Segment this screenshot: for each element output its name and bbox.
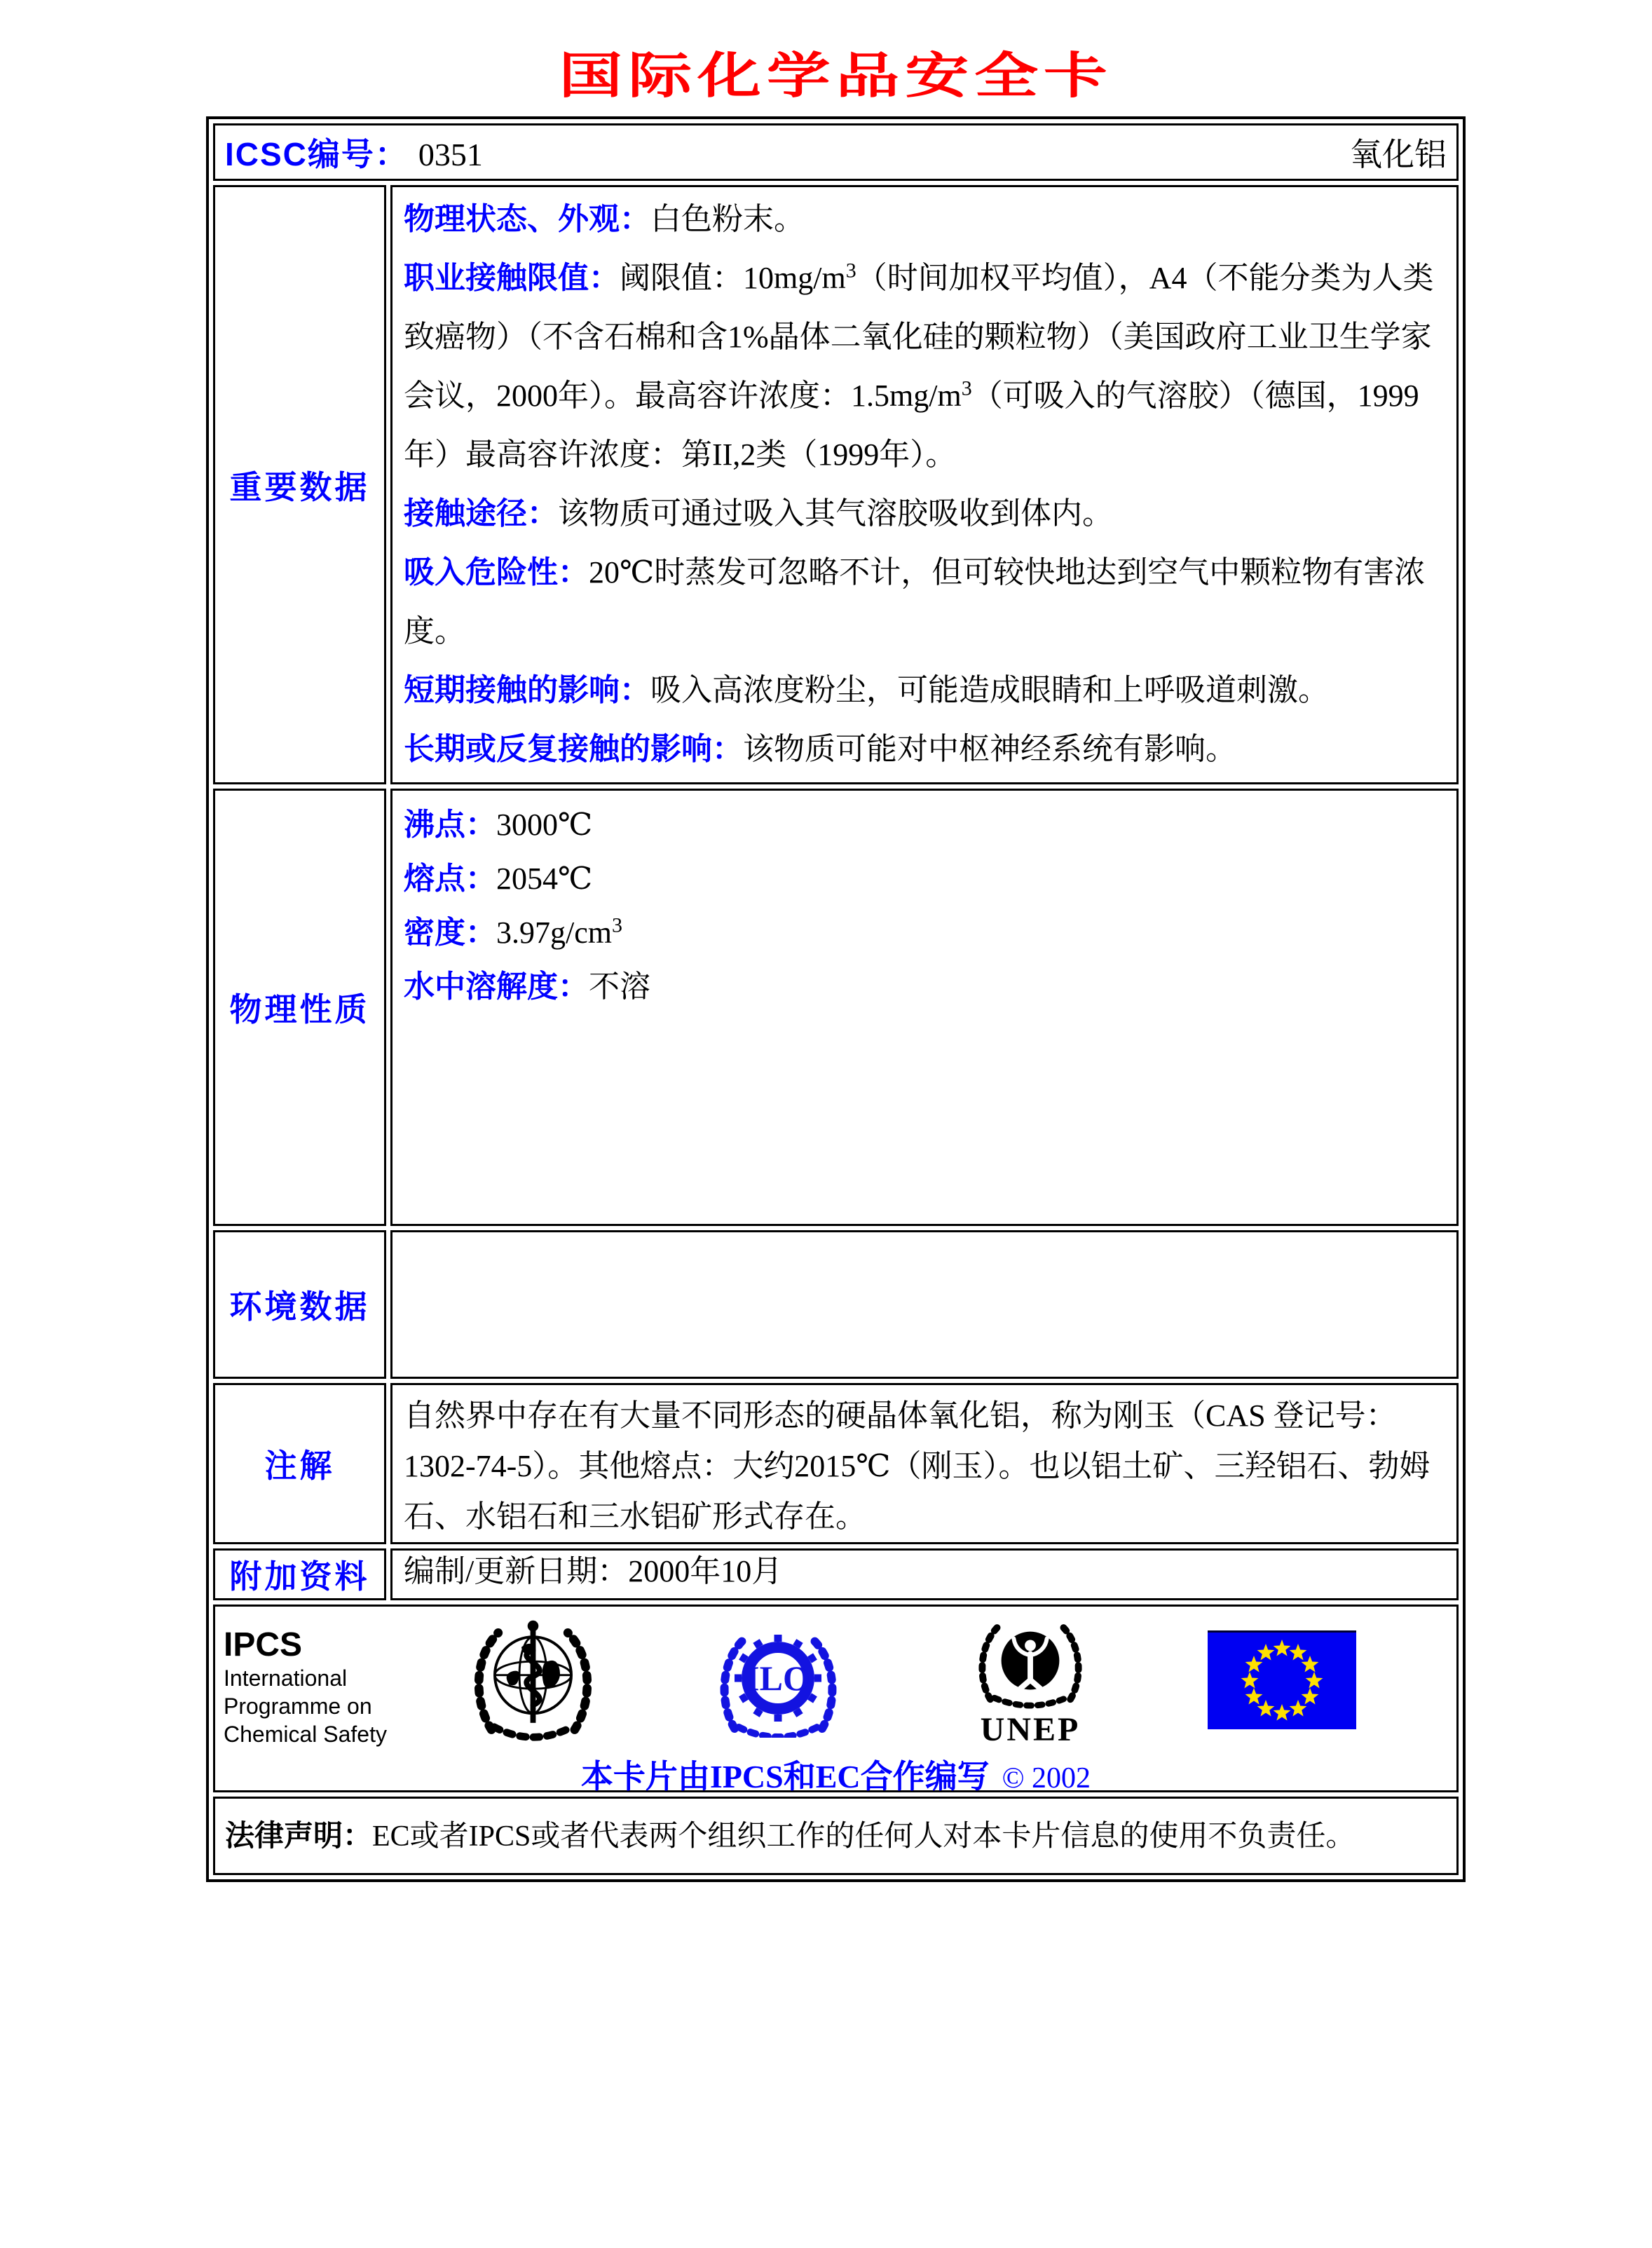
notes-row	[213, 1383, 1459, 1544]
ipcs-name-line: Programme on	[224, 1694, 372, 1719]
row-label-additional-info: 附加资料	[213, 1548, 386, 1600]
credit-year: © 2002	[1002, 1762, 1091, 1794]
field-physical-state	[404, 190, 1445, 249]
field-water-solubility	[404, 960, 1445, 1014]
field-boiling-point	[404, 798, 1445, 852]
field-exposure-routes	[404, 484, 1445, 543]
unep-wordmark: UNEP	[980, 1711, 1081, 1748]
environmental-data-content	[390, 1230, 1459, 1379]
notes-text: 自然界中存在有大量不同形态的硬晶体氧化铝，称为刚玉（CAS 登记号：1302-74-5）。其他熔点：大约2015℃（刚玉）。也以铝土矿、三羟铝石、勃姆石、水铝石和三水铝矿形式存在。	[404, 1398, 1431, 1534]
ipcs-name-line: International	[224, 1665, 348, 1691]
legal-notice	[213, 1797, 1459, 1875]
field-label-physical-state: 物理状态、外观：	[404, 202, 650, 236]
notes-content	[390, 1383, 1459, 1544]
field-label-water-solubility: 水中溶解度：	[404, 969, 589, 1004]
field-long-term-effects	[404, 720, 1445, 779]
row-label-physical-properties: 物理性质	[213, 789, 386, 1226]
physical-properties-row	[213, 789, 1459, 1226]
field-short-term-effects	[404, 661, 1445, 720]
icsc-card-table	[206, 116, 1466, 1882]
who-logo-icon	[468, 1615, 598, 1748]
card-header	[213, 123, 1459, 181]
row-label-notes: 注解	[213, 1383, 386, 1544]
additional-info-row	[213, 1548, 1459, 1600]
field-density	[404, 906, 1445, 960]
field-value-long-term: 该物质可能对中枢神经系统有影响。	[743, 732, 1236, 766]
field-value-boiling-point: 3000℃	[496, 808, 593, 842]
field-label-melting-point: 熔点：	[404, 861, 496, 896]
field-value-density: 3.97g/cm	[496, 915, 612, 950]
ipcs-text-block	[224, 1626, 387, 1748]
important-data-row	[213, 185, 1459, 784]
ipcs-acronym: IPCS	[224, 1626, 303, 1663]
eu-flag-icon	[1208, 1630, 1356, 1733]
field-label-density: 密度：	[404, 915, 496, 950]
important-data-content	[390, 185, 1459, 784]
field-value-oel-2: （时间加权平均值），A4（不能分类为人类致癌物）（不含石棉和含1%晶体二氧化硅的颗粒物）（美国政府工业卫生学家会议，2000年）。最高容许浓度：1.5mg/m	[404, 261, 1434, 413]
field-melting-point	[404, 852, 1445, 906]
superscript: 3	[845, 259, 856, 282]
field-value-physical-state: 白色粉末。	[650, 202, 805, 236]
logos-section	[213, 1605, 1459, 1792]
row-label-important-data: 重要数据	[213, 185, 386, 784]
field-value-routes: 该物质可通过吸入其气溶胶吸收到体内。	[558, 496, 1113, 531]
field-value-oel-1: 阈限值：10mg/m	[620, 261, 846, 295]
ilo-letters: ILO	[746, 1658, 810, 1698]
additional-info-content: 编制/更新日期：2000年10月	[390, 1548, 1459, 1600]
physical-properties-content	[390, 789, 1459, 1226]
page-title: 国际化学品安全卡	[559, 50, 1113, 104]
icsc-number-label: ICSC编号：	[225, 136, 409, 172]
field-label-long-term: 长期或反复接触的影响：	[404, 732, 743, 766]
field-occupational-exposure-limits	[404, 249, 1445, 484]
field-label-inhalation-risk: 吸入危险性：	[404, 555, 589, 590]
ipcs-name-line: Chemical Safety	[224, 1722, 387, 1747]
superscript: 3	[961, 376, 972, 400]
header-row	[213, 123, 1459, 181]
field-label-short-term: 短期接触的影响：	[404, 673, 650, 707]
field-label-boiling-point: 沸点：	[404, 808, 496, 842]
icsc-card	[206, 116, 1466, 1882]
field-value-oel-3: （可吸入的气溶胶）（德国，1999年）最高容许浓度：第II,2类（1999年）。	[404, 379, 1419, 472]
credit-text: 本卡片由IPCS和EC合作编写	[580, 1759, 990, 1794]
field-label-routes: 接触途径：	[404, 496, 558, 531]
chemical-name: 氧化铝	[1350, 137, 1447, 172]
legal-notice-text: EC或者IPCS或者代表两个组织工作的任何人对本卡片信息的使用不负责任。	[372, 1820, 1356, 1853]
environmental-data-row	[213, 1230, 1459, 1379]
unep-logo-icon	[957, 1616, 1104, 1746]
field-inhalation-risk	[404, 543, 1445, 661]
ilo-logo-icon	[714, 1622, 843, 1741]
legal-row	[213, 1797, 1459, 1875]
logos-row	[213, 1605, 1459, 1792]
superscript: 3	[611, 913, 622, 937]
row-label-environmental-data: 环境数据	[213, 1230, 386, 1379]
field-value-melting-point: 2054℃	[496, 861, 593, 896]
field-value-water-solubility: 不溶	[589, 969, 650, 1004]
legal-notice-label: 法律声明：	[225, 1819, 373, 1852]
icsc-number-value: 0351	[418, 137, 483, 172]
field-value-short-term: 吸入高浓度粉尘，可能造成眼睛和上呼吸道刺激。	[650, 673, 1329, 707]
field-label-oel: 职业接触限值：	[404, 261, 620, 295]
credit-line	[215, 1751, 1456, 1797]
field-value-inhalation-risk: 20℃时蒸发可忽略不计，但可较快地达到空气中颗粒物有害浓度。	[404, 555, 1426, 648]
